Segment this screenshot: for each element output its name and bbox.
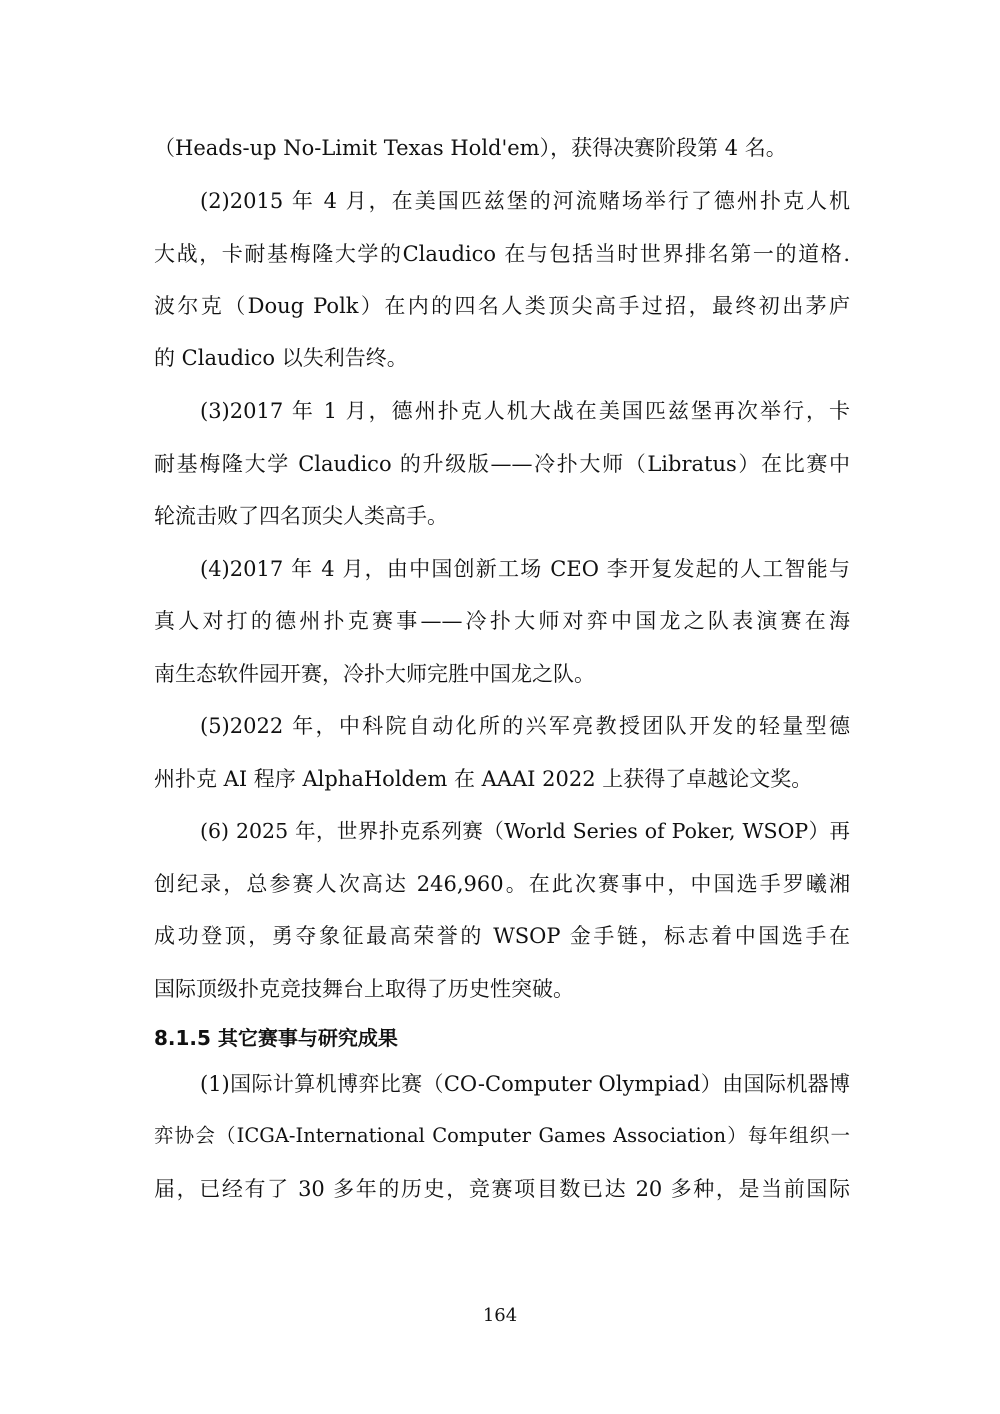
text-line: (1)国际计算机博弈比赛（CO-Computer Olympiad）由国际机器博	[200, 1072, 850, 1096]
text-line: 届，已经有了 30 多年的历史，竞赛项目数已达 20 多种，是当前国际	[154, 1177, 850, 1201]
text-line: 南生态软件园开赛，冷扑大师完胜中国龙之队。	[154, 662, 595, 686]
text-line: 创纪录，总参赛人次高达 246,960。在此次赛事中，中国选手罗曦湘	[154, 872, 850, 896]
text-line: (5)2022 年，中科院自动化所的兴军亮教授团队开发的轻量型德	[200, 714, 850, 738]
text-line: (4)2017 年 4 月，由中国创新工场 CEO 李开复发起的人工智能与	[200, 557, 850, 581]
text-line: 大战，卡耐基梅隆大学的Claudico 在与包括当时世界排名第一的道格.	[154, 242, 850, 266]
text-line: (6) 2025 年，世界扑克系列赛（World Series of Poker, WSOP）再	[200, 819, 850, 843]
text-line: 耐基梅隆大学 Claudico 的升级版——冷扑大师（Libratus）在比赛中	[154, 452, 850, 476]
text-line: 弈协会（ICGA-International Computer Games Association）每年组织一	[154, 1124, 850, 1147]
text-line: （Heads-up No-Limit Texas Hold'em），获得决赛阶段第 4 名。	[154, 136, 787, 160]
text-line: 成功登顶，勇夺象征最高荣誉的 WSOP 金手链，标志着中国选手在	[154, 924, 850, 948]
text-line: (3)2017 年 1 月，德州扑克人机大战在美国匹兹堡再次举行，卡	[200, 399, 850, 423]
text-line: 波尔克（Doug Polk）在内的四名人类顶尖高手过招，最终初出茅庐	[154, 294, 850, 318]
text-line: 的 Claudico 以失利告终。	[154, 346, 408, 370]
text-line: 轮流击败了四名顶尖人类高手。	[154, 504, 448, 528]
page-number: 164	[482, 1305, 518, 1326]
text-line: (2)2015 年 4 月，在美国匹兹堡的河流赌场举行了德州扑克人机	[200, 189, 850, 213]
text-line: 州扑克 AI 程序 AlphaHoldem 在 AAAI 2022 上获得了卓越论文奖。	[154, 767, 813, 791]
section-heading: 8.1.5 其它赛事与研究成果	[154, 1026, 398, 1050]
text-line: 真人对打的德州扑克赛事——冷扑大师对弈中国龙之队表演赛在海	[154, 609, 850, 633]
text-line: 国际顶级扑克竞技舞台上取得了历史性突破。	[154, 977, 574, 1001]
